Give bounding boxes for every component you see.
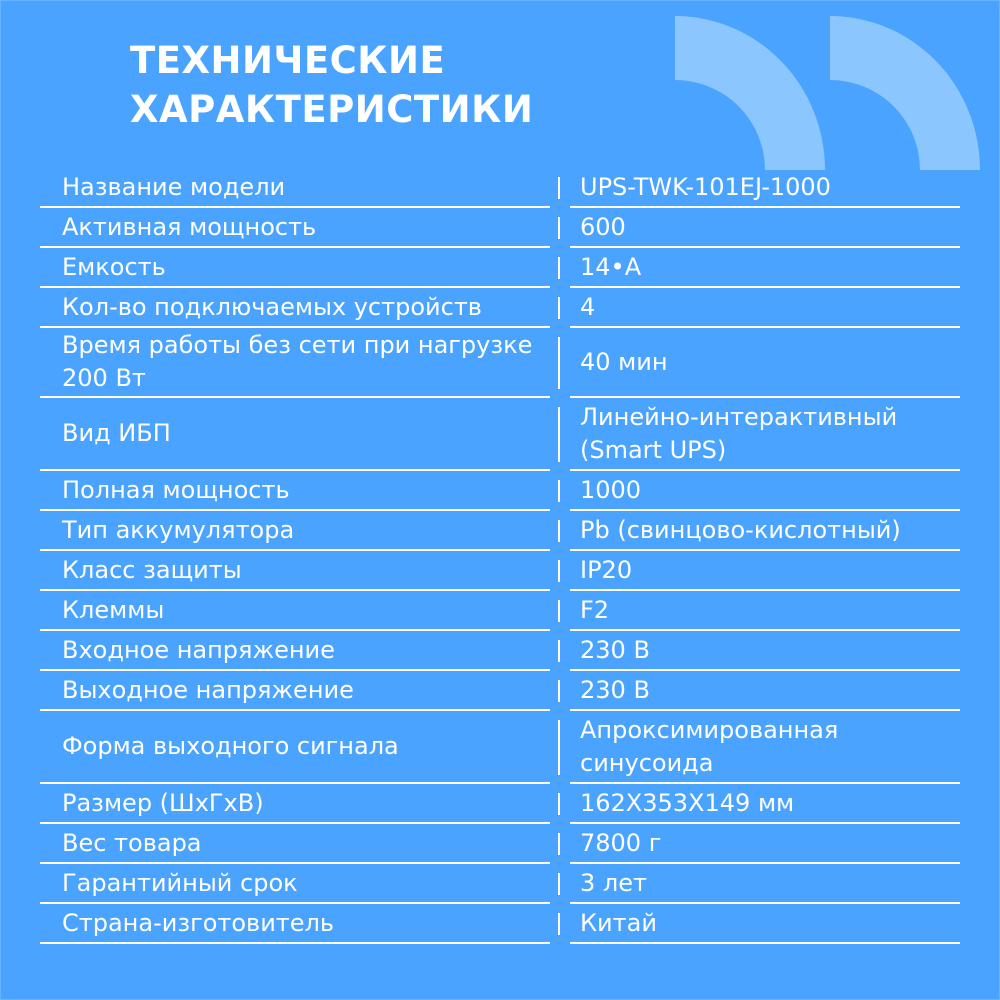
spec-row-waveform bbox=[40, 711, 960, 784]
spec-row-input-voltage bbox=[40, 631, 960, 671]
spec-label: Название модели bbox=[62, 172, 286, 201]
spec-label: Вид ИБП bbox=[62, 419, 171, 447]
spec-label: Тип аккумулятора bbox=[62, 515, 295, 544]
spec-value: 3 лет bbox=[558, 864, 960, 904]
spec-row-country bbox=[40, 904, 960, 944]
spec-value: 1000 bbox=[558, 471, 960, 511]
spec-value: 162Х353Х149 мм bbox=[558, 784, 960, 824]
spec-value: 230 В bbox=[558, 671, 960, 711]
spec-label: Кол-во подключаемых устройств bbox=[62, 292, 482, 321]
spec-label: Размер (ШхГхВ) bbox=[62, 788, 264, 817]
spec-row-capacity bbox=[40, 248, 960, 288]
spec-row-battery-type bbox=[40, 511, 960, 551]
spec-value: Китай bbox=[558, 904, 960, 944]
spec-value: UPS-TWK-101EJ-1000 bbox=[558, 168, 960, 208]
spec-label: Полная мощность bbox=[62, 475, 290, 504]
spec-value: 7800 г bbox=[558, 824, 960, 864]
spec-table bbox=[40, 168, 960, 944]
spec-value: Апроксимированная синусоида bbox=[558, 711, 960, 784]
spec-value: 600 bbox=[558, 208, 960, 248]
spec-value: Pb (свинцово-кислотный) bbox=[558, 511, 960, 551]
spec-row-weight bbox=[40, 824, 960, 864]
spec-value: 40 мин bbox=[558, 328, 960, 398]
spec-row-size bbox=[40, 784, 960, 824]
spec-value: Линейно-интерактивный (Smart UPS) bbox=[558, 398, 960, 471]
spec-value: 14•A bbox=[558, 248, 960, 288]
spec-row-runtime bbox=[40, 328, 960, 398]
spec-row-model bbox=[40, 168, 960, 208]
spec-label: Гарантийный срок bbox=[62, 868, 298, 897]
spec-row-output-voltage bbox=[40, 671, 960, 711]
spec-value: IP20 bbox=[558, 551, 960, 591]
spec-label: Входное напряжение bbox=[62, 635, 335, 664]
spec-row-full-power bbox=[40, 471, 960, 511]
spec-value: F2 bbox=[558, 591, 960, 631]
page-title: ТЕХНИЧЕСКИЕ ХАРАКТЕРИСТИКИ bbox=[130, 39, 534, 131]
spec-label: Емкость bbox=[62, 252, 166, 281]
spec-label: Форма выходного сигнала bbox=[62, 732, 399, 760]
spec-row-warranty bbox=[40, 864, 960, 904]
spec-row-active-power bbox=[40, 208, 960, 248]
spec-label: Активная мощность bbox=[62, 212, 317, 241]
spec-row-ups-type bbox=[40, 398, 960, 471]
spec-label: Клеммы bbox=[62, 595, 165, 624]
spec-row-protection bbox=[40, 551, 960, 591]
spec-label: Выходное напряжение bbox=[62, 675, 354, 704]
spec-label: Время работы без сети при нагрузке 200 Вт bbox=[62, 331, 533, 392]
spec-label: Вес товара bbox=[62, 828, 202, 857]
spec-row-devices bbox=[40, 288, 960, 328]
spec-label: Класс защиты bbox=[62, 555, 242, 584]
spec-value: 230 В bbox=[558, 631, 960, 671]
spec-value: 4 bbox=[558, 288, 960, 328]
spec-row-terminals bbox=[40, 591, 960, 631]
spec-label: Страна-изготовитель bbox=[62, 908, 335, 937]
